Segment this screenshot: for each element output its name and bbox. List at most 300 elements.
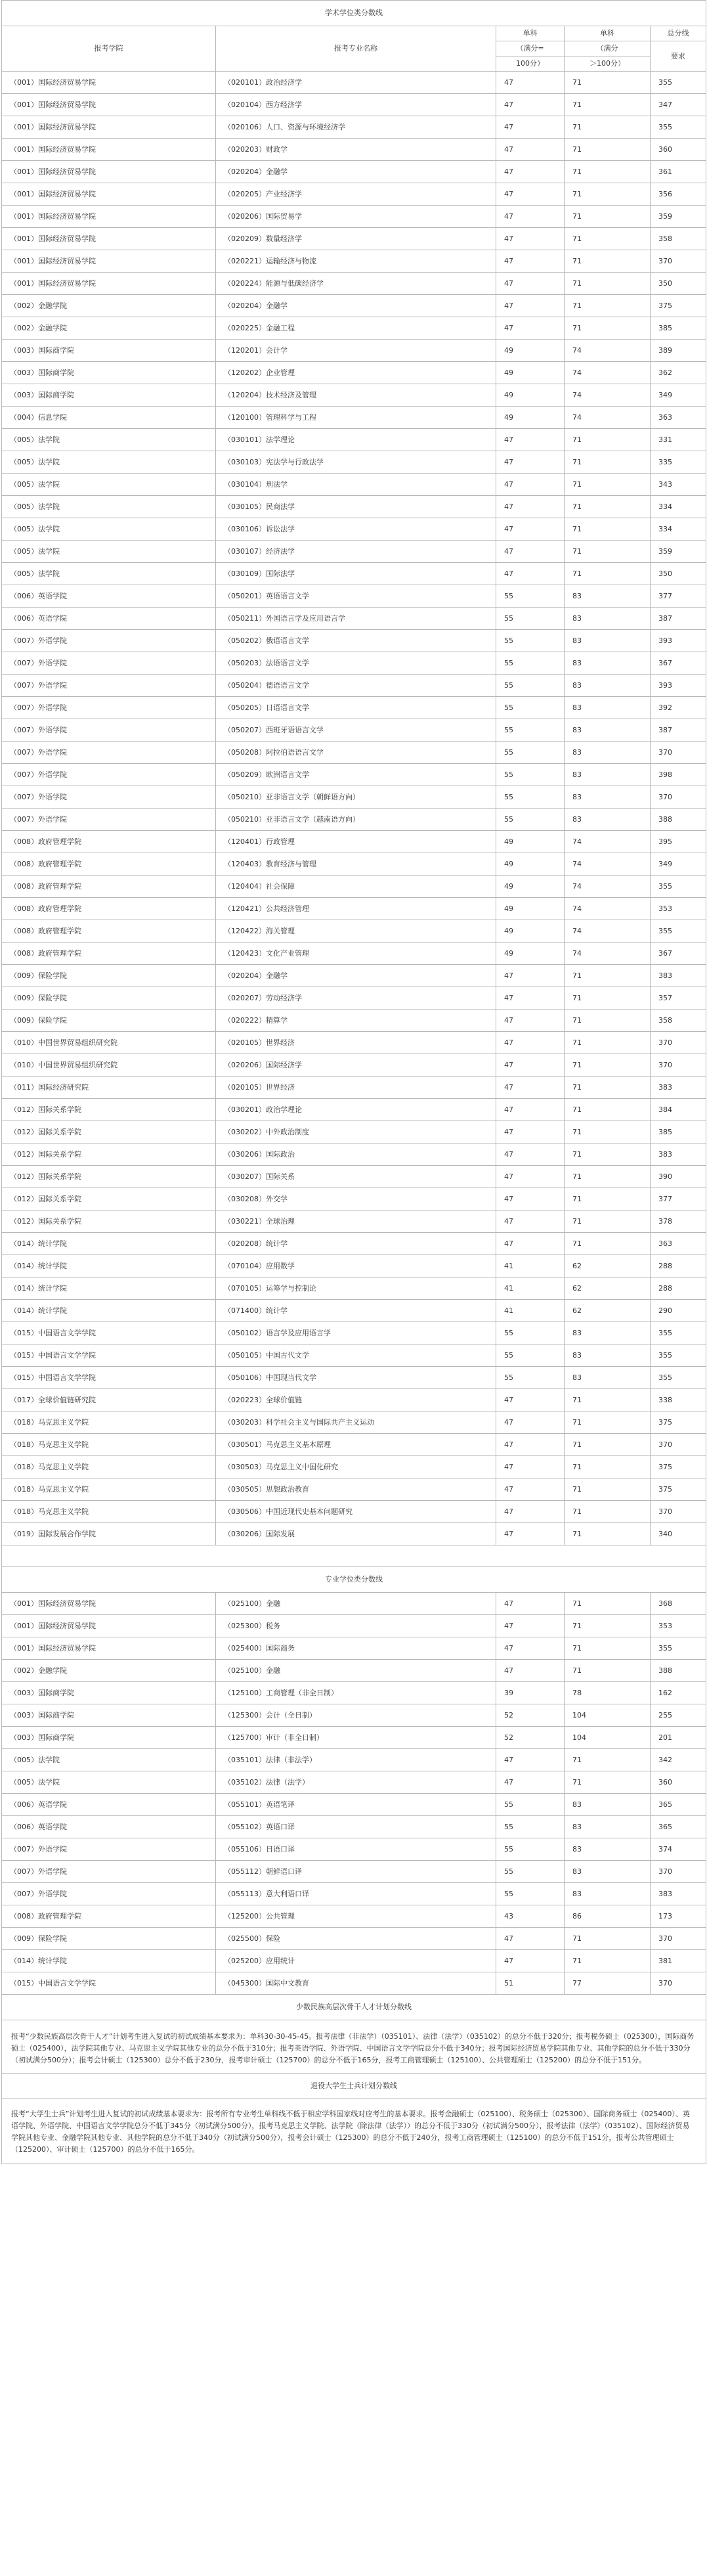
total-cell: 357 <box>651 987 706 1010</box>
single2-cell: 83 <box>565 1367 651 1389</box>
major-cell: （050105）中国古代文学 <box>216 1344 496 1367</box>
header-total-sub: 要求 <box>651 41 706 72</box>
table-row <box>2 116 706 139</box>
major-cell: （030206）国际发展 <box>216 1523 496 1545</box>
major-cell: （070105）运筹学与控制论 <box>216 1277 496 1300</box>
major-cell: （050204）德语语言文学 <box>216 675 496 697</box>
table-row <box>2 987 706 1010</box>
major-cell: （020205）产业经济学 <box>216 183 496 206</box>
school-cell: （014）统计学院 <box>2 1277 216 1300</box>
single2-cell: 71 <box>565 1749 651 1771</box>
major-cell: （020105）世界经济 <box>216 1077 496 1099</box>
total-cell: 370 <box>651 786 706 809</box>
single2-cell: 74 <box>565 898 651 920</box>
single1-cell: 47 <box>496 250 565 273</box>
table-row <box>2 1255 706 1277</box>
school-cell: （005）法学院 <box>2 563 216 585</box>
single2-cell: 71 <box>565 1523 651 1545</box>
major-cell: （025200）应用统计 <box>216 1950 496 1972</box>
single1-cell: 47 <box>496 273 565 295</box>
table-row <box>2 139 706 161</box>
major-cell: （030101）法学理论 <box>216 429 496 451</box>
single2-cell: 74 <box>565 876 651 898</box>
table-row <box>2 1099 706 1121</box>
single2-cell: 83 <box>565 764 651 786</box>
school-cell: （012）国际关系学院 <box>2 1210 216 1233</box>
table-row <box>2 1389 706 1411</box>
school-cell: （003）国际商学院 <box>2 1704 216 1727</box>
total-cell: 340 <box>651 1523 706 1545</box>
school-cell: （001）国际经济贸易学院 <box>2 94 216 116</box>
single2-cell: 62 <box>565 1255 651 1277</box>
total-cell: 377 <box>651 1188 706 1210</box>
single2-cell: 83 <box>565 1838 651 1861</box>
total-cell: 355 <box>651 1637 706 1660</box>
total-cell: 355 <box>651 72 706 94</box>
school-cell: （005）法学院 <box>2 451 216 474</box>
single2-cell: 83 <box>565 719 651 742</box>
single2-cell: 71 <box>565 1121 651 1144</box>
major-cell: （030105）民商法学 <box>216 496 496 518</box>
school-cell: （019）国际发展合作学院 <box>2 1523 216 1545</box>
school-cell: （007）外语学院 <box>2 1883 216 1905</box>
professional-section-title: 专业学位类分数线 <box>2 1567 706 1593</box>
total-cell: 356 <box>651 183 706 206</box>
single2-cell: 71 <box>565 72 651 94</box>
single1-cell: 55 <box>496 697 565 719</box>
major-cell: （050202）俄语语言文学 <box>216 630 496 652</box>
major-cell: （070104）应用数学 <box>216 1255 496 1277</box>
school-cell: （008）政府管理学院 <box>2 853 216 876</box>
single2-cell: 71 <box>565 541 651 563</box>
header-major: 报考专业名称 <box>216 26 496 72</box>
major-cell: （020204）金融学 <box>216 965 496 987</box>
total-cell: 383 <box>651 1883 706 1905</box>
single2-cell: 71 <box>565 496 651 518</box>
total-cell: 370 <box>651 1928 706 1950</box>
major-cell: （030103）宪法学与行政法学 <box>216 451 496 474</box>
total-cell: 389 <box>651 340 706 362</box>
total-cell: 350 <box>651 563 706 585</box>
total-cell: 353 <box>651 898 706 920</box>
school-cell: （012）国际关系学院 <box>2 1144 216 1166</box>
school-cell: （009）保险学院 <box>2 965 216 987</box>
single1-cell: 47 <box>496 965 565 987</box>
table-row <box>2 273 706 295</box>
single1-cell: 47 <box>496 1166 565 1188</box>
single2-cell: 71 <box>565 228 651 250</box>
table-row <box>2 764 706 786</box>
major-cell: （020225）金融工程 <box>216 317 496 340</box>
table-row <box>2 1771 706 1794</box>
major-cell: （025500）保险 <box>216 1928 496 1950</box>
veteran-text: 报考“大学生士兵”计划考生进入复试的初试成绩基本要求为：报考所有专业考生单科线不低于相应学科国家线对应考生的基本要求。报考金融硕士（025100）、税务硕士（025300）、国际商务硕士（025400）、英语学院、外语学院、中国语言文学学院总分不低于345分（初试满分500分），报考马克思主义学院、法学院（除法律（法学））的总分不低于330分（初试满分500分），报考法律（法学）（035102）、国际经济贸易学院其他专业、金融学院其他专业、其他学院的总分不低于340分（初试满分500分），报考会计硕士（125300）的总分不低于240分，报考工商管理硕士（125100）的总分不低于151分，报考公共管理硕士（125200）、审计硕士（125700）的总分不低于165分。 <box>2 2099 706 2164</box>
major-cell: （030104）刑法学 <box>216 474 496 496</box>
total-cell: 387 <box>651 719 706 742</box>
single2-cell: 71 <box>565 429 651 451</box>
school-cell: （002）金融学院 <box>2 295 216 317</box>
table-row <box>2 831 706 853</box>
single1-cell: 55 <box>496 742 565 764</box>
total-cell: 288 <box>651 1277 706 1300</box>
major-cell: （050201）英语语言文学 <box>216 585 496 608</box>
table-row <box>2 1905 706 1928</box>
single2-cell: 83 <box>565 1794 651 1816</box>
single2-cell: 71 <box>565 1077 651 1099</box>
total-cell: 363 <box>651 1233 706 1255</box>
single2-cell: 74 <box>565 407 651 429</box>
total-cell: 359 <box>651 541 706 563</box>
table-row <box>2 474 706 496</box>
total-cell: 335 <box>651 451 706 474</box>
single2-cell: 74 <box>565 362 651 384</box>
total-cell: 355 <box>651 1344 706 1367</box>
total-cell: 367 <box>651 943 706 965</box>
table-row <box>2 1032 706 1054</box>
school-cell: （018）马克思主义学院 <box>2 1478 216 1501</box>
table-row <box>2 1233 706 1255</box>
single2-cell: 83 <box>565 630 651 652</box>
single2-cell: 74 <box>565 831 651 853</box>
table-row <box>2 1367 706 1389</box>
veteran-section-title: 退役大学生士兵计划分数线 <box>2 2074 706 2099</box>
table-row <box>2 1749 706 1771</box>
single1-cell: 39 <box>496 1682 565 1704</box>
single1-cell: 47 <box>496 1389 565 1411</box>
single1-cell: 47 <box>496 474 565 496</box>
school-cell: （001）国际经济贸易学院 <box>2 1615 216 1637</box>
single1-cell: 49 <box>496 853 565 876</box>
single2-cell: 83 <box>565 652 651 675</box>
single1-cell: 47 <box>496 94 565 116</box>
table-row <box>2 697 706 719</box>
total-cell: 381 <box>651 1950 706 1972</box>
single1-cell: 55 <box>496 1838 565 1861</box>
major-cell: （025100）金融 <box>216 1660 496 1682</box>
school-cell: （008）政府管理学院 <box>2 898 216 920</box>
single2-cell: 71 <box>565 1166 651 1188</box>
single1-cell: 55 <box>496 1883 565 1905</box>
table-row <box>2 1121 706 1144</box>
table-row <box>2 1077 706 1099</box>
single2-cell: 83 <box>565 1883 651 1905</box>
school-cell: （007）外语学院 <box>2 1861 216 1883</box>
header-school: 报考学院 <box>2 26 216 72</box>
school-cell: （005）法学院 <box>2 541 216 563</box>
single2-cell: 71 <box>565 1771 651 1794</box>
school-cell: （001）国际经济贸易学院 <box>2 116 216 139</box>
total-cell: 201 <box>651 1727 706 1749</box>
school-cell: （005）法学院 <box>2 429 216 451</box>
school-cell: （018）马克思主义学院 <box>2 1456 216 1478</box>
major-cell: （050207）西班牙语语言文学 <box>216 719 496 742</box>
table-row <box>2 1144 706 1166</box>
total-cell: 343 <box>651 474 706 496</box>
single2-cell: 83 <box>565 608 651 630</box>
total-cell: 350 <box>651 273 706 295</box>
total-cell: 342 <box>651 1749 706 1771</box>
table-row <box>2 518 706 541</box>
major-cell: （020207）劳动经济学 <box>216 987 496 1010</box>
major-cell: （055112）朝鲜语口译 <box>216 1861 496 1883</box>
school-cell: （009）保险学院 <box>2 1928 216 1950</box>
single2-cell: 71 <box>565 94 651 116</box>
total-cell: 255 <box>651 1704 706 1727</box>
major-cell: （030203）科学社会主义与国际共产主义运动 <box>216 1411 496 1434</box>
school-cell: （005）法学院 <box>2 1749 216 1771</box>
school-cell: （007）外语学院 <box>2 809 216 831</box>
academic-section-title: 学术学位类分数线 <box>2 1 706 26</box>
major-cell: （125100）工商管理（非全日制） <box>216 1682 496 1704</box>
major-cell: （020206）国际经济学 <box>216 1054 496 1077</box>
school-cell: （014）统计学院 <box>2 1300 216 1322</box>
single1-cell: 47 <box>496 1456 565 1478</box>
total-cell: 383 <box>651 1144 706 1166</box>
single1-cell: 47 <box>496 1478 565 1501</box>
single2-cell: 71 <box>565 317 651 340</box>
total-cell: 347 <box>651 94 706 116</box>
school-cell: （007）外语学院 <box>2 630 216 652</box>
table-row <box>2 943 706 965</box>
school-cell: （001）国际经济贸易学院 <box>2 228 216 250</box>
single2-cell: 71 <box>565 273 651 295</box>
school-cell: （003）国际商学院 <box>2 1727 216 1749</box>
table-row <box>2 94 706 116</box>
single1-cell: 47 <box>496 1032 565 1054</box>
major-cell: （020203）财政学 <box>216 139 496 161</box>
single1-cell: 41 <box>496 1300 565 1322</box>
single2-cell: 71 <box>565 1615 651 1637</box>
table-row <box>2 1411 706 1434</box>
total-cell: 334 <box>651 496 706 518</box>
single2-cell: 71 <box>565 1144 651 1166</box>
table-row <box>2 1704 706 1727</box>
school-cell: （006）英语学院 <box>2 608 216 630</box>
header-total: 总分线 <box>651 26 706 41</box>
single1-cell: 49 <box>496 831 565 853</box>
total-cell: 355 <box>651 920 706 943</box>
table-row <box>2 1637 706 1660</box>
school-cell: （010）中国世界贸易组织研究院 <box>2 1032 216 1054</box>
single1-cell: 49 <box>496 898 565 920</box>
total-cell: 290 <box>651 1300 706 1322</box>
major-cell: （030501）马克思主义基本原理 <box>216 1434 496 1456</box>
header-single2-sub1: （满分 <box>565 41 651 56</box>
table-row <box>2 1861 706 1883</box>
school-cell: （005）法学院 <box>2 474 216 496</box>
table-row <box>2 965 706 987</box>
single2-cell: 71 <box>565 1928 651 1950</box>
table-row <box>2 1054 706 1077</box>
school-cell: （008）政府管理学院 <box>2 1905 216 1928</box>
total-cell: 349 <box>651 384 706 407</box>
major-cell: （020223）全球价值链 <box>216 1389 496 1411</box>
major-cell: （050106）中国现当代文学 <box>216 1367 496 1389</box>
table-row <box>2 228 706 250</box>
total-cell: 360 <box>651 139 706 161</box>
single1-cell: 47 <box>496 1411 565 1434</box>
table-row <box>2 1166 706 1188</box>
school-cell: （001）国际经济贸易学院 <box>2 183 216 206</box>
total-cell: 355 <box>651 876 706 898</box>
total-cell: 383 <box>651 1077 706 1099</box>
single1-cell: 49 <box>496 876 565 898</box>
major-cell: （120422）海关管理 <box>216 920 496 943</box>
table-row <box>2 608 706 630</box>
single2-cell: 71 <box>565 1593 651 1615</box>
table-row <box>2 898 706 920</box>
school-cell: （006）英语学院 <box>2 1816 216 1838</box>
single2-cell: 71 <box>565 987 651 1010</box>
total-cell: 377 <box>651 585 706 608</box>
major-cell: （030208）外交学 <box>216 1188 496 1210</box>
school-cell: （001）国际经济贸易学院 <box>2 72 216 94</box>
single1-cell: 47 <box>496 1434 565 1456</box>
school-cell: （015）中国语言文学学院 <box>2 1322 216 1344</box>
table-row <box>2 1816 706 1838</box>
major-cell: （125200）公共管理 <box>216 1905 496 1928</box>
school-cell: （003）国际商学院 <box>2 340 216 362</box>
single2-cell: 71 <box>565 474 651 496</box>
header-single2-sub2: ＞100分） <box>565 56 651 72</box>
major-cell: （030109）国际法学 <box>216 563 496 585</box>
total-cell: 392 <box>651 697 706 719</box>
major-cell: （120423）文化产业管理 <box>216 943 496 965</box>
single2-cell: 71 <box>565 139 651 161</box>
major-cell: （120403）教育经济与管理 <box>216 853 496 876</box>
table-row <box>2 1950 706 1972</box>
single2-cell: 71 <box>565 116 651 139</box>
school-cell: （008）政府管理学院 <box>2 920 216 943</box>
total-cell: 353 <box>651 1615 706 1637</box>
school-cell: （001）国际经济贸易学院 <box>2 161 216 183</box>
school-cell: （003）国际商学院 <box>2 1682 216 1704</box>
single1-cell: 47 <box>496 317 565 340</box>
single2-cell: 78 <box>565 1682 651 1704</box>
major-cell: （020101）政治经济学 <box>216 72 496 94</box>
single2-cell: 71 <box>565 1389 651 1411</box>
major-cell: （030201）政治学理论 <box>216 1099 496 1121</box>
single1-cell: 47 <box>496 1928 565 1950</box>
total-cell: 375 <box>651 295 706 317</box>
single1-cell: 47 <box>496 1593 565 1615</box>
single1-cell: 52 <box>496 1727 565 1749</box>
school-cell: （005）法学院 <box>2 496 216 518</box>
single2-cell: 71 <box>565 451 651 474</box>
header-single1-sub2: 100分） <box>496 56 565 72</box>
major-cell: （025300）税务 <box>216 1615 496 1637</box>
total-cell: 385 <box>651 317 706 340</box>
major-cell: （020106）人口、资源与环境经济学 <box>216 116 496 139</box>
school-cell: （007）外语学院 <box>2 697 216 719</box>
table-row <box>2 585 706 608</box>
single1-cell: 49 <box>496 407 565 429</box>
table-row <box>2 1523 706 1545</box>
total-cell: 378 <box>651 1210 706 1233</box>
major-cell: （030206）国际政治 <box>216 1144 496 1166</box>
major-cell: （020222）精算学 <box>216 1010 496 1032</box>
total-cell: 358 <box>651 1010 706 1032</box>
single2-cell: 71 <box>565 250 651 273</box>
total-cell: 385 <box>651 1121 706 1144</box>
table-row <box>2 1593 706 1615</box>
header-single1: 单科 <box>496 26 565 41</box>
single2-cell: 83 <box>565 675 651 697</box>
table-row <box>2 429 706 451</box>
header-single2: 单科 <box>565 26 651 41</box>
table-row <box>2 809 706 831</box>
table-row <box>2 876 706 898</box>
single1-cell: 55 <box>496 1794 565 1816</box>
total-cell: 370 <box>651 742 706 764</box>
single2-cell: 71 <box>565 1434 651 1456</box>
table-row <box>2 1434 706 1456</box>
single2-cell: 71 <box>565 1411 651 1434</box>
single2-cell: 71 <box>565 1478 651 1501</box>
major-cell: （025400）国际商务 <box>216 1637 496 1660</box>
total-cell: 375 <box>651 1411 706 1434</box>
spacer <box>2 1545 706 1567</box>
school-cell: （012）国际关系学院 <box>2 1099 216 1121</box>
major-cell: （055106）日语口译 <box>216 1838 496 1861</box>
total-cell: 367 <box>651 652 706 675</box>
total-cell: 365 <box>651 1794 706 1816</box>
single1-cell: 47 <box>496 518 565 541</box>
school-cell: （001）国际经济贸易学院 <box>2 1593 216 1615</box>
single2-cell: 71 <box>565 1099 651 1121</box>
major-cell: （020105）世界经济 <box>216 1032 496 1054</box>
total-cell: 374 <box>651 1838 706 1861</box>
table-row <box>2 1972 706 1995</box>
school-cell: （006）英语学院 <box>2 1794 216 1816</box>
major-cell: （125300）会计（全日制） <box>216 1704 496 1727</box>
total-cell: 370 <box>651 250 706 273</box>
school-cell: （018）马克思主义学院 <box>2 1411 216 1434</box>
major-cell: （050205）日语语言文学 <box>216 697 496 719</box>
table-row <box>2 1727 706 1749</box>
single2-cell: 83 <box>565 697 651 719</box>
school-cell: （014）统计学院 <box>2 1233 216 1255</box>
single2-cell: 71 <box>565 183 651 206</box>
table-row <box>2 451 706 474</box>
total-cell: 359 <box>651 206 706 228</box>
school-cell: （007）外语学院 <box>2 652 216 675</box>
total-cell: 368 <box>651 1593 706 1615</box>
table-row <box>2 1188 706 1210</box>
score-table <box>1 0 706 2164</box>
major-cell: （050210）亚非语言文学（朝鲜语方向） <box>216 786 496 809</box>
single2-cell: 83 <box>565 1344 651 1367</box>
single1-cell: 47 <box>496 1077 565 1099</box>
total-cell: 331 <box>651 429 706 451</box>
total-cell: 349 <box>651 853 706 876</box>
total-cell: 398 <box>651 764 706 786</box>
table-row <box>2 853 706 876</box>
school-cell: （006）英语学院 <box>2 585 216 608</box>
major-cell: （050102）语言学及应用语言学 <box>216 1322 496 1344</box>
single1-cell: 47 <box>496 496 565 518</box>
major-cell: （020104）西方经济学 <box>216 94 496 116</box>
total-cell: 388 <box>651 809 706 831</box>
single2-cell: 71 <box>565 206 651 228</box>
major-cell: （020206）国际贸易学 <box>216 206 496 228</box>
total-cell: 388 <box>651 1660 706 1682</box>
school-cell: （007）外语学院 <box>2 786 216 809</box>
single1-cell: 55 <box>496 719 565 742</box>
single1-cell: 49 <box>496 943 565 965</box>
single1-cell: 47 <box>496 206 565 228</box>
major-cell: （050211）外国语言学及应用语言学 <box>216 608 496 630</box>
